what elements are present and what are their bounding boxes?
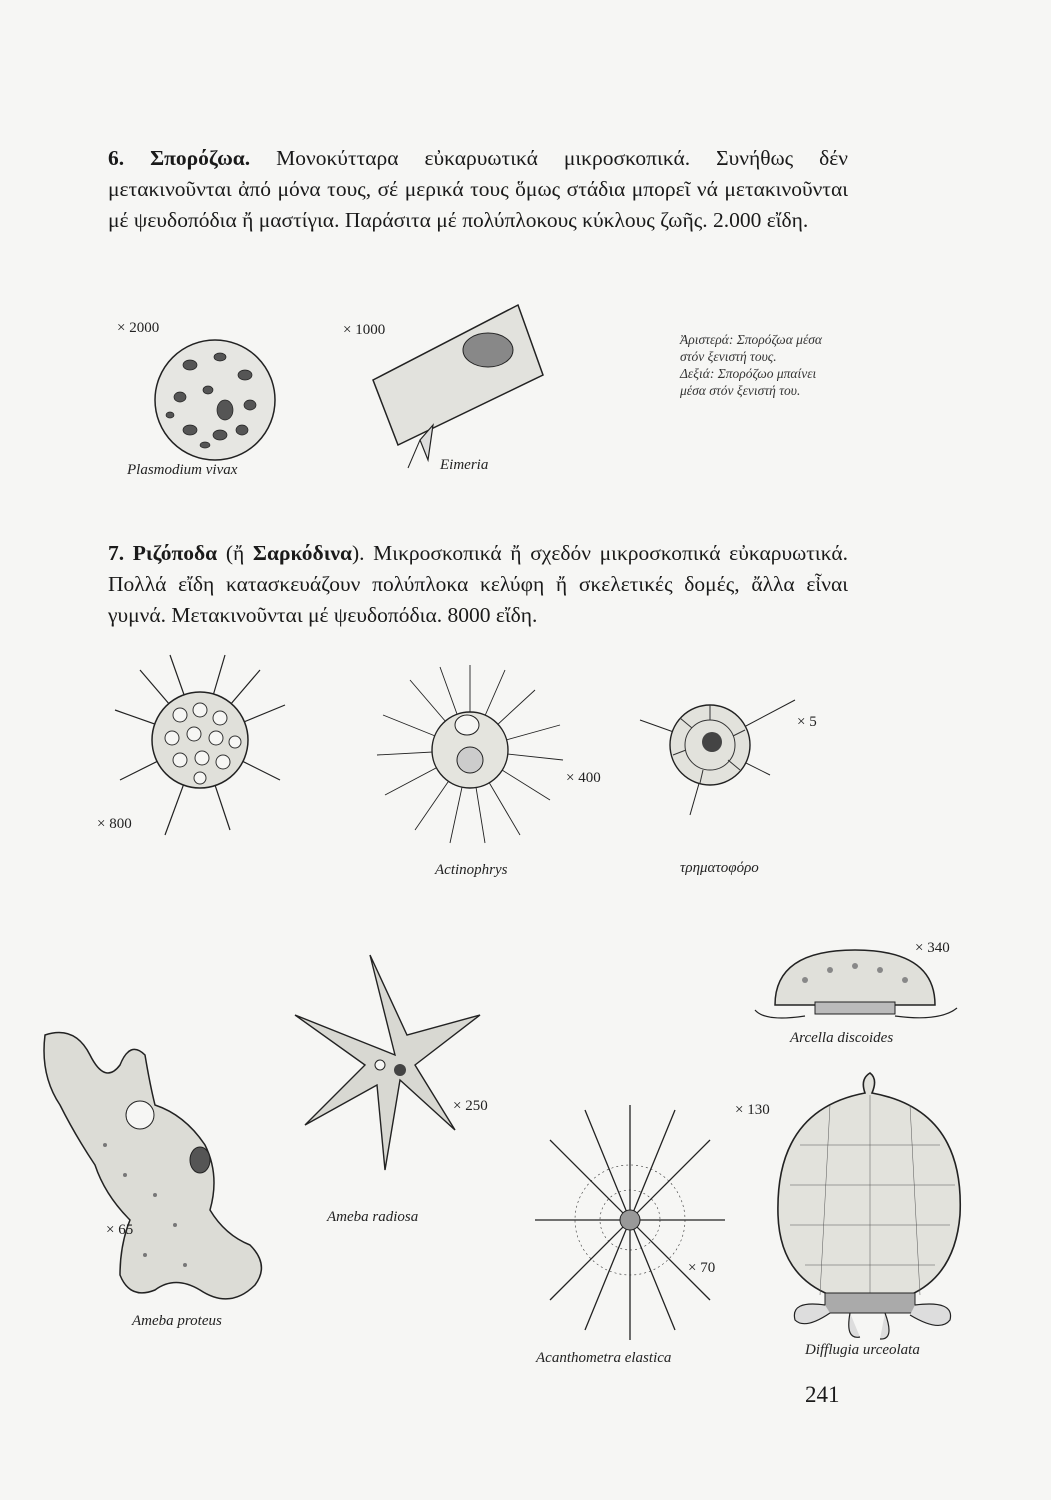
section-7-text: Μικροσκοπικά ἤ σχεδόν μικροσκοπικά εὐκαρυωτικά. Πολλά εἴδη κατασκευάζουν πολύπλοκα κελύφη ἤ σκελετικές δομές, ἄλλα εἶναι γυμνά. Μετακινοῦνται μέ ψευδοπόδια. 8000 εἴδη. <box>108 541 848 627</box>
plasmodium-magnification: × 2000 <box>117 320 160 336</box>
caption-line-1: Ἀριστερά: Σπορόζωα μέσα <box>680 332 823 347</box>
section-7-paren-open: (ἤ <box>217 541 253 565</box>
difflugia-label: Difflugia urceolata <box>805 1342 920 1358</box>
caption-line-4: μέσα στόν ξενιστή του. <box>680 383 801 398</box>
section-7-heading: 7. Ριζόποδα <box>108 541 218 565</box>
ameba-proteus-label: Ameba proteus <box>132 1313 222 1329</box>
section-6-heading: 6. Σπορόζωα. <box>108 146 251 170</box>
plasmodium-label: Plasmodium vivax <box>127 462 238 478</box>
section-7-paragraph <box>108 538 848 631</box>
plasmodium-illustration <box>150 335 280 465</box>
page-number: 241 <box>805 1382 840 1407</box>
acanthometra-label: Acanthometra elastica <box>536 1350 672 1366</box>
section-7-paren-close: ). <box>351 541 365 565</box>
caption-line-3: Δεξιά: Σπορόζωο μπαίνει <box>680 366 817 381</box>
arcella-label: Arcella discoides <box>790 1030 894 1046</box>
foraminifera-illustration <box>640 680 800 820</box>
ameba-radiosa-label: Ameba radiosa <box>327 1209 419 1225</box>
actinophrys-label: Actinophrys <box>435 862 508 878</box>
acanthometra-illustration <box>530 1105 730 1345</box>
foraminifera-magnification: × 5 <box>797 714 817 730</box>
radiolarian-illustration <box>110 650 290 840</box>
actinophrys-illustration <box>375 665 565 845</box>
eimeria-magnification: × 1000 <box>343 322 386 338</box>
foraminifera-label: τρηματοφόρο <box>680 860 759 876</box>
eimeria-illustration <box>358 300 548 470</box>
ameba-radiosa-magnification: × 250 <box>453 1098 488 1114</box>
radiolarian-magnification: × 800 <box>97 816 132 832</box>
sporozoa-caption <box>680 331 870 399</box>
difflugia-magnification: × 130 <box>735 1102 770 1118</box>
difflugia-illustration <box>760 1065 980 1345</box>
ameba-proteus-magnification: × 65 <box>106 1222 134 1238</box>
actinophrys-magnification: × 400 <box>566 770 601 786</box>
caption-line-2: στόν ξενιστή τους. <box>680 349 777 364</box>
acanthometra-magnification: × 70 <box>688 1260 716 1276</box>
section-6-text: Μονοκύτταρα εὐκαρυωτικά μικροσκοπικά. Συνήθως δέν μετακινοῦνται ἀπό μόνα τους, σέ μερικά τους ὅμως στάδια μπορεῖ νά μετακινοῦνται μέ ψευδοπόδια ἤ μαστίγια. Παράσιτα μέ πολύπλοκους κύκλους ζωῆς. 2.000 εἴδη. <box>108 146 849 232</box>
ameba-proteus-illustration <box>35 1025 275 1315</box>
section-7-alt-heading: Σαρκόδινα <box>252 541 352 565</box>
arcella-magnification: × 340 <box>915 940 950 956</box>
section-6-paragraph <box>108 143 848 236</box>
eimeria-label: Eimeria <box>440 457 489 473</box>
ameba-radiosa-illustration <box>295 955 485 1175</box>
